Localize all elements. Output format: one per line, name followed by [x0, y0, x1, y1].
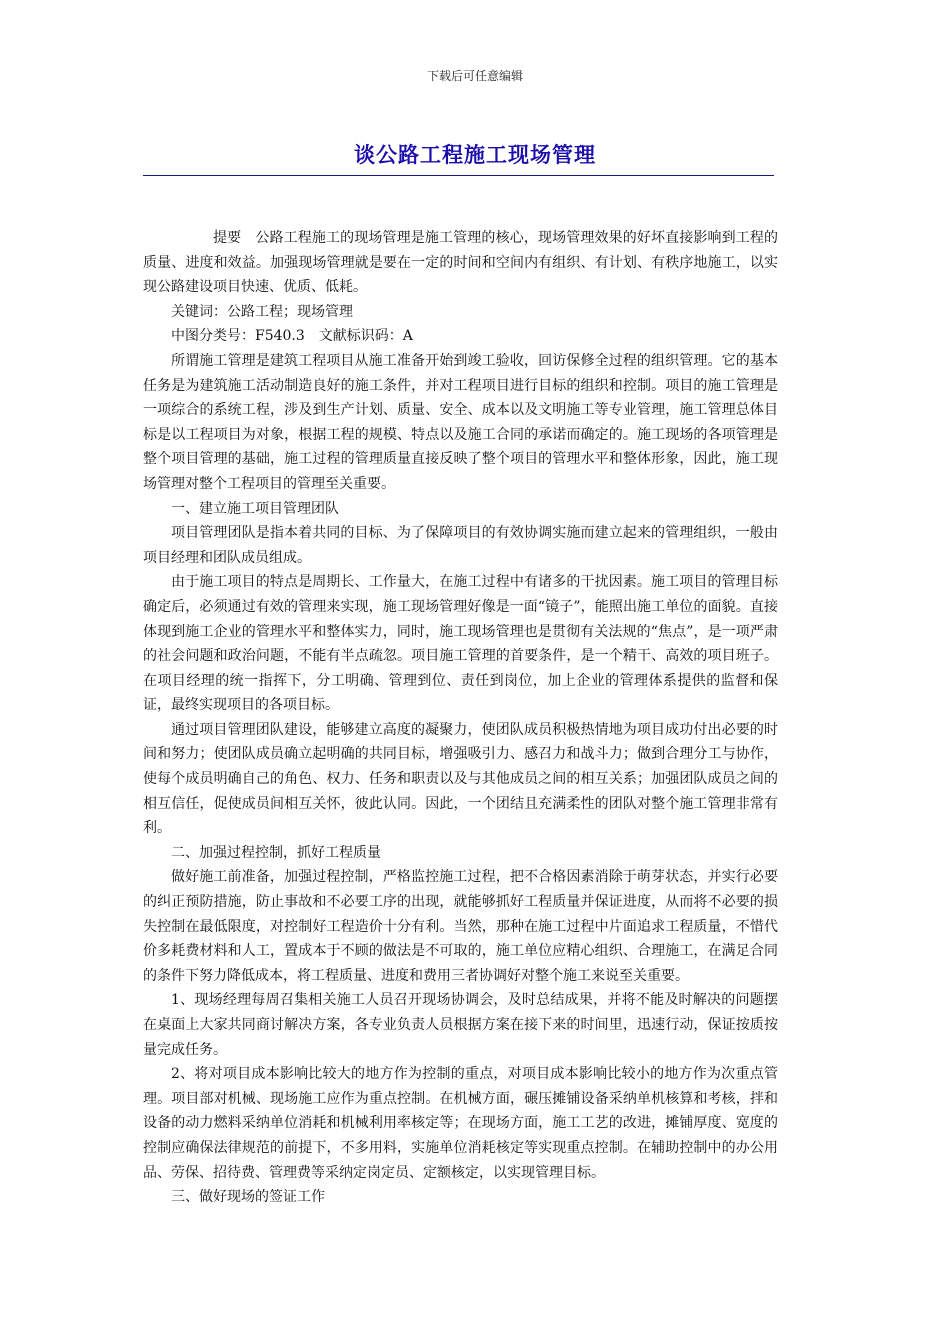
body-paragraph: 通过项目管理团队建设，能够建立高度的凝聚力，使团队成员积极热情地为项目成功付出必要的时间和努力；使团队成员确立起明确的共同目标，增强吸引力、感召力和战斗力；做到合理分工与协作，使每个成员明确自己的角色、权力、任务和职责以及与其他成员之间的相互关系；加强团队成员之间的相互信任，促使成员间相互关怀，彼此认同。因此，一个团结且充满柔性的团队对整个施工管理非常有利。 — [143, 721, 778, 837]
document-title: 谈公路工程施工现场管理 — [354, 143, 596, 167]
section-heading-2: 二、加强过程控制，抓好工程质量 — [171, 844, 381, 861]
header-note: 下载后可任意编辑 — [426, 69, 523, 83]
abstract-paragraph: 提要 公路工程施工的现场管理是施工管理的核心，现场管理效果的好坏直接影响到工程的质量、进度和效益。加强现场管理就是要在一定的时间和空间内有组织、有计划、有秩序地施工，以实现公路建设项目快速、优质、低耗。 — [143, 230, 778, 296]
section-heading-1: 一、建立施工项目管理团队 — [171, 500, 339, 517]
body-paragraph: 由于施工项目的特点是周期长、工作量大，在施工过程中有诸多的干扰因素。施工项目的管理目标确定后，必须通过有效的管理来实现，施工现场管理好像是一面“镜子”，能照出施工单位的面貌。直接体现到施工企业的管理水平和整体实力，同时，施工现场管理也是贯彻有关法规的“焦点”，是一项严肃的社会问题和政治问题，不能有半点疏忽。项目施工管理的首要条件，是一个精干、高效的项目班子。在项目经理的统一指挥下，分工明确、管理到位、责任到岗位，加上企业的管理体系提供的监督和保证，最终实现项目的各项目标。 — [143, 574, 778, 714]
title-divider — [143, 175, 774, 176]
body-paragraph: 做好施工前准备，加强过程控制，严格监控施工过程，把不合格因素消除于萌芽状态，并实行必要的纠正预防措施，防止事故和不必要工序的出现，就能够抓好工程质量并保证进度，从而将不必要的损失控制在最低限度，对控制好工程造价十分有利。当然，那种在施工过程中片面追求工程质量，不惜代价多耗费材料和人工，置成本于不顾的做法是不可取的，施工单位应精心组织、合理施工，在满足合同的条件下努力降低成本，将工程质量、进度和费用三者协调好对整个施工来说至关重要。 — [143, 869, 778, 984]
body-paragraph: 所谓施工管理是建筑工程项目从施工准备开始到竣工验收，回访保修全过程的组织管理。它的基本任务是为建筑施工活动制造良好的施工条件，并对工程项目进行目标的组织和控制。项目的施工管理是一项综合的系统工程，涉及到生产计划、质量、安全、成本以及文明施工等专业管理，施工管理总体目标是以工程项目为对象，根据工程的规模、特点以及施工合同的承诺而确定的。施工现场的各项管理是整个项目管理的基础，施工过程的管理质量直接反映了整个项目的管理水平和整体形象，因此，施工现场管理对整个工程项目的管理至关重要。 — [143, 352, 778, 492]
document-body — [143, 226, 778, 1210]
body-paragraph: 2、将对项目成本影响比较大的地方作为控制的重点，对项目成本影响比较小的地方作为次重点管理。项目部对机械、现场施工应作为重点控制。在机械方面，碾压摊铺设备采纳单机核算和考核，拌和设备的动力燃料采纳单位消耗和机械利用率核定等；在现场方面，施工工艺的改进，摊铺厚度、宽度的控制应确保法律规范的前提下，不多用料，实施单位消耗核定等实现重点控制。在辅助控制中的办公用品、劳保、招待费、管理费等采纳定岗定员、定额核定，以实现管理目标。 — [143, 1066, 778, 1181]
keywords-line: 关键词：公路工程；现场管理 — [171, 303, 353, 320]
section-heading-3: 三、做好现场的签证工作 — [171, 1189, 325, 1206]
body-paragraph: 项目管理团队是指本着共同的目标、为了保障项目的有效协调实施而建立起来的管理组织，一般由项目经理和团队成员组成。 — [143, 525, 778, 566]
body-paragraph: 1、现场经理每周召集相关施工人员召开现场协调会，及时总结成果，并将不能及时解决的问题摆在桌面上大家共同商讨解决方案，各专业负责人员根据方案在接下来的时间里，迅速行动，保证按质按量完成任务。 — [143, 992, 778, 1058]
classification-line: 中图分类号：F540.3 文献标识码：A — [171, 328, 413, 345]
